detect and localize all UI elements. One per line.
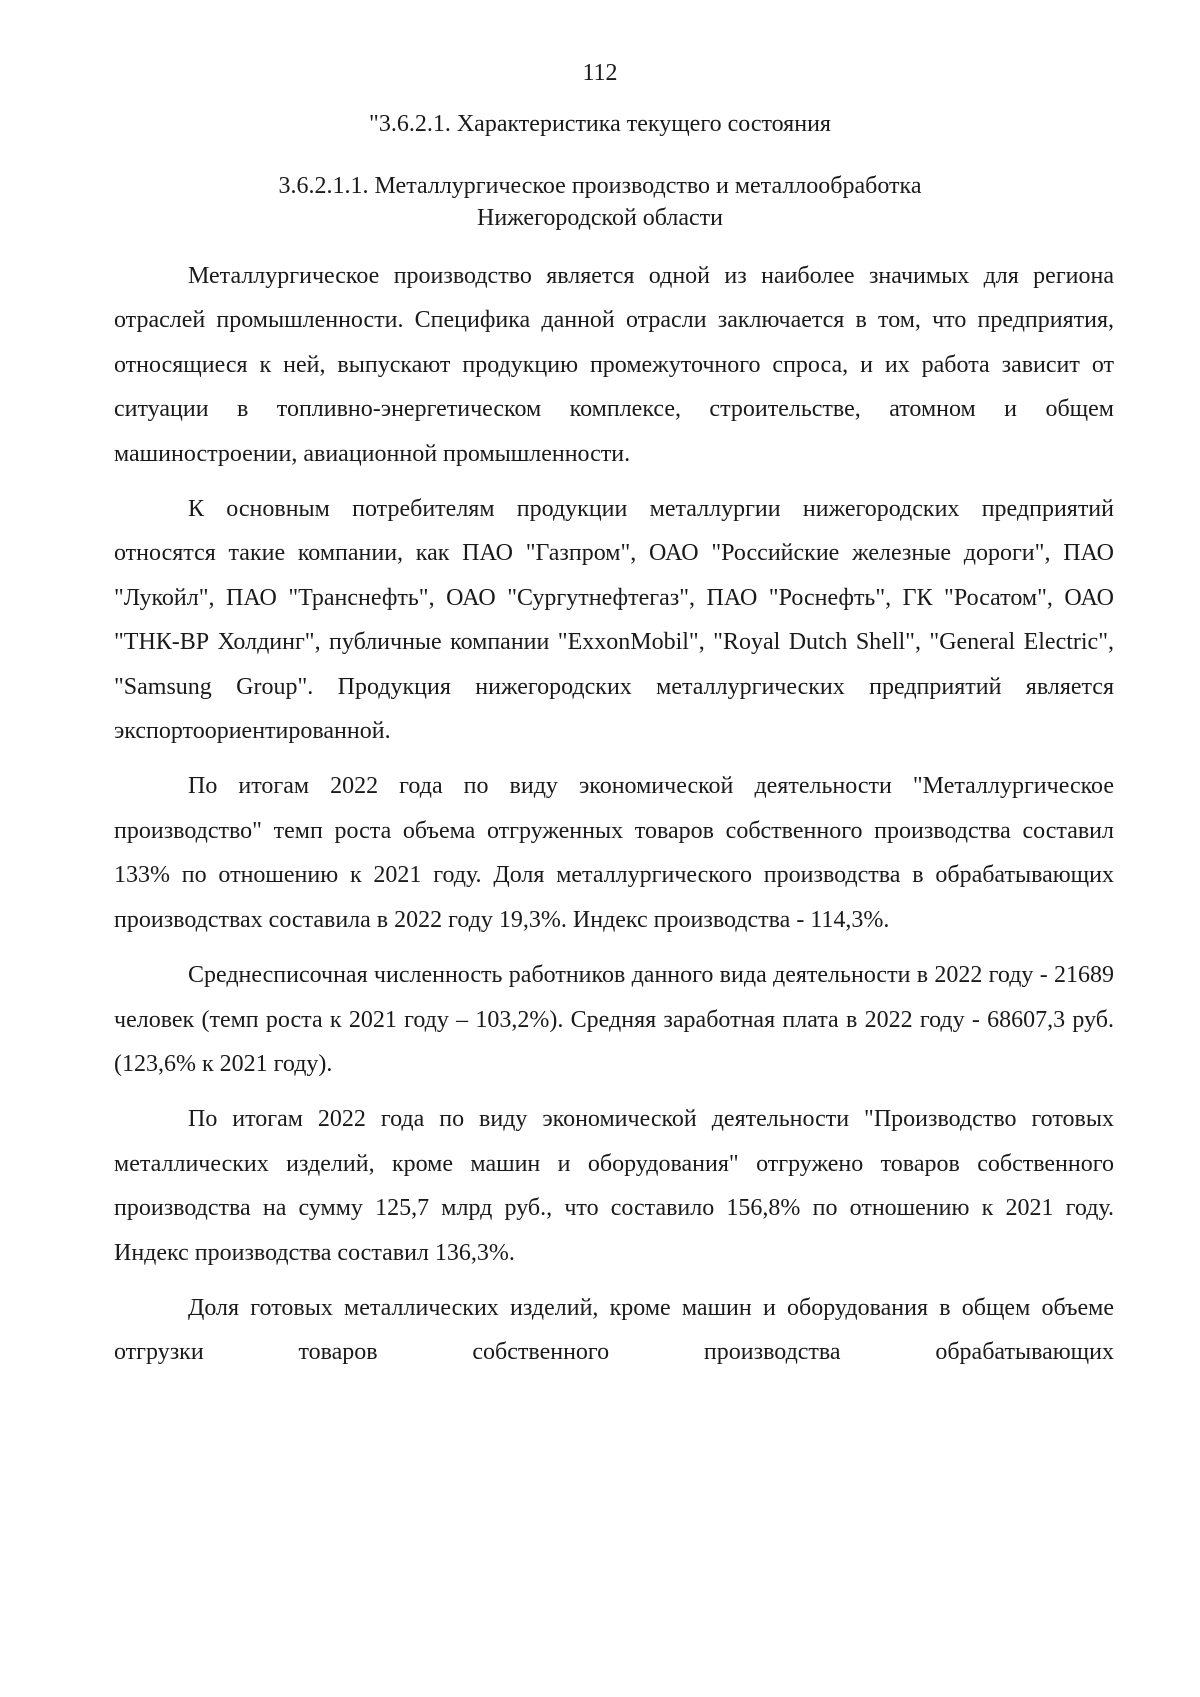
subsection-title (0, 170, 1200, 234)
paragraph-metallurgy-intro: Металлургическое производство является одной из наиболее значимых для региона отраслей промышленности. Специфика данной отрасли заключается в том, что предприятия, относящиеся к ней, выпускают продукцию промежуточного спроса, и их работа зависит от ситуации в топливно-энергетическом комплексе, строительстве, атомном и общем машиностроении, авиационной промышленности. (114, 263, 1114, 467)
body-text (114, 254, 1114, 1386)
page-number: 112 (582, 60, 618, 86)
paragraph-consumers: К основным потребителям продукции металлургии нижегородских предприятий относятся такие компании, как ПАО "Газпром", ОАО "Российские железные дороги", ПАО "Лукойл", ПАО "Транснефть", ОАО "Сургутнефтегаз", ПАО "Роснефть", ГК "Росатом", ОАО "ТНК-ВР Холдинг", публичные компании "ExxonMobil", "Royal Dutch Shell", "General Electric", "Samsung Group". Продукция нижегородских металлургических предприятий является экспортоориентированной. (114, 496, 1114, 745)
subsection-title-line-2: Нижегородской области (476, 205, 724, 231)
subsection-title-line-1: 3.6.2.1.1. Металлургическое производство и металлообработка (278, 173, 922, 199)
paragraph-metal-products: По итогам 2022 года по виду экономической деятельности "Производство готовых металлических изделий, кроме машин и оборудования" отгружено товаров собственного производства на сумму 125,7 млрд руб., что составило 156,8% по отношению к 2021 году. Индекс производства составил 136,3%. (114, 1106, 1114, 1266)
paragraph-share: Доля готовых металлических изделий, кроме машин и оборудования в общем объеме отгрузки товаров собственного производства обрабатывающих (114, 1294, 1114, 1366)
section-title: "3.6.2.1. Характеристика текущего состояния (369, 111, 831, 137)
paragraph-employment: Среднесписочная численность работников данного вида деятельности в 2022 году - 21689 человек (темп роста к 2021 году – 103,2%). Средняя заработная плата в 2022 году - 68607,3 руб. (123,6% к 2021 году). (114, 962, 1114, 1077)
paragraph-2022-results: По итогам 2022 года по виду экономической деятельности "Металлургическое производство" темп роста объема отгруженных товаров собственного производства составил 133% по отношению к 2021 году. Доля металлургического производства в обрабатывающих производствах составила в 2022 году 19,3%. Индекс производства - 114,3%. (114, 773, 1114, 933)
